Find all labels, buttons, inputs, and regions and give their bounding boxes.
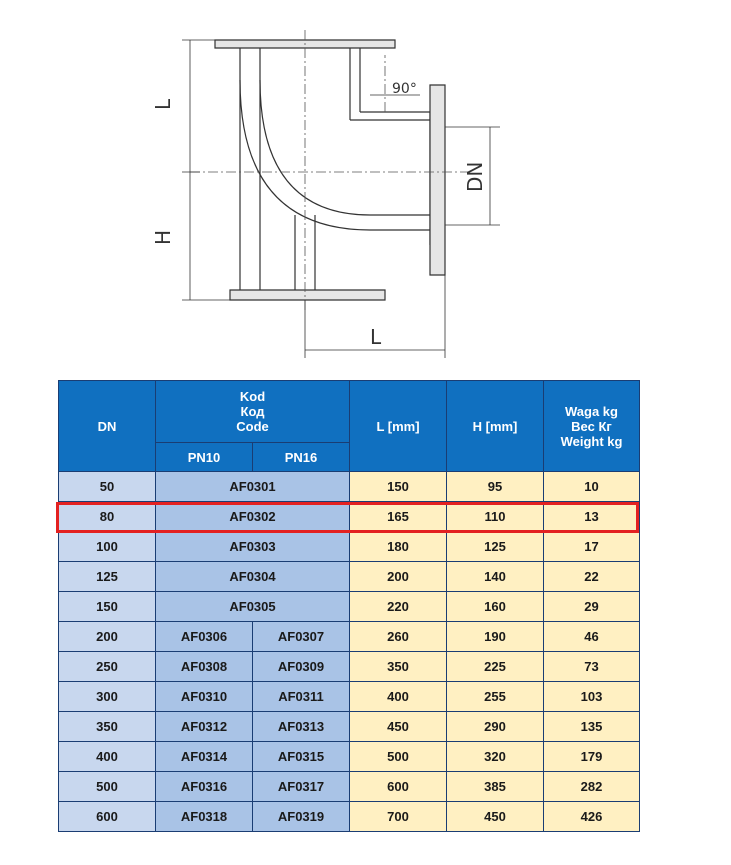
- header-pn16: PN16: [253, 443, 350, 472]
- header-pn10: PN10: [156, 443, 253, 472]
- cell-l: 260: [350, 622, 447, 652]
- cell-l: 350: [350, 652, 447, 682]
- cell-dn: 100: [59, 532, 156, 562]
- cell-h: 290: [447, 712, 544, 742]
- table-row: [59, 622, 640, 652]
- cell-code: AF0302: [156, 502, 350, 532]
- table-row: [59, 772, 640, 802]
- angle-label: 90°: [392, 81, 417, 97]
- header-code: Kod Код Code: [156, 381, 350, 443]
- cell-weight: 13: [544, 502, 640, 532]
- cell-h: 190: [447, 622, 544, 652]
- cell-l: 180: [350, 532, 447, 562]
- table-row: [59, 562, 640, 592]
- header-weight: Waga kg Вес Кг Weight kg: [544, 381, 640, 472]
- cell-dn: 250: [59, 652, 156, 682]
- cell-pn16: AF0311: [253, 682, 350, 712]
- cell-weight: 17: [544, 532, 640, 562]
- cell-pn16: AF0317: [253, 772, 350, 802]
- cell-pn16: AF0313: [253, 712, 350, 742]
- cell-code: AF0303: [156, 532, 350, 562]
- cell-weight: 29: [544, 592, 640, 622]
- cell-dn: 200: [59, 622, 156, 652]
- cell-dn: 500: [59, 772, 156, 802]
- cell-pn10: AF0314: [156, 742, 253, 772]
- table-row: [59, 472, 640, 502]
- header-dn: DN: [59, 381, 156, 472]
- cell-l: 500: [350, 742, 447, 772]
- cell-weight: 135: [544, 712, 640, 742]
- dimensions-table: [58, 380, 640, 832]
- header-h: H [mm]: [447, 381, 544, 472]
- cell-l: 220: [350, 592, 447, 622]
- cell-h: 255: [447, 682, 544, 712]
- cell-pn10: AF0318: [156, 802, 253, 832]
- cell-dn: 125: [59, 562, 156, 592]
- cell-l: 600: [350, 772, 447, 802]
- cell-pn10: AF0308: [156, 652, 253, 682]
- cell-pn16: AF0319: [253, 802, 350, 832]
- cell-dn: 150: [59, 592, 156, 622]
- cell-h: 385: [447, 772, 544, 802]
- cell-h: 450: [447, 802, 544, 832]
- cell-l: 400: [350, 682, 447, 712]
- cell-weight: 46: [544, 622, 640, 652]
- cell-dn: 400: [59, 742, 156, 772]
- cell-pn10: AF0306: [156, 622, 253, 652]
- cell-pn10: AF0316: [156, 772, 253, 802]
- cell-l: 165: [350, 502, 447, 532]
- cell-pn10: AF0312: [156, 712, 253, 742]
- cell-code: AF0305: [156, 592, 350, 622]
- cell-dn: 80: [59, 502, 156, 532]
- cell-weight: 103: [544, 682, 640, 712]
- table-row: [59, 682, 640, 712]
- cell-h: 140: [447, 562, 544, 592]
- cell-h: 320: [447, 742, 544, 772]
- dim-h-label: H: [151, 229, 175, 245]
- table-row: [59, 712, 640, 742]
- cell-l: 150: [350, 472, 447, 502]
- pipe-tee-drawing: [150, 20, 487, 360]
- cell-code: AF0301: [156, 472, 350, 502]
- cell-code: AF0304: [156, 562, 350, 592]
- cell-pn10: AF0310: [156, 682, 253, 712]
- cell-pn16: AF0315: [253, 742, 350, 772]
- cell-h: 110: [447, 502, 544, 532]
- cell-pn16: AF0309: [253, 652, 350, 682]
- table-row: [59, 532, 640, 562]
- header-l: L [mm]: [350, 381, 447, 472]
- cell-h: 225: [447, 652, 544, 682]
- cell-weight: 426: [544, 802, 640, 832]
- table-body: [59, 472, 640, 832]
- table-row: [59, 742, 640, 772]
- table-row: [59, 502, 640, 532]
- cell-weight: 179: [544, 742, 640, 772]
- cell-h: 95: [447, 472, 544, 502]
- table-row: [59, 592, 640, 622]
- cell-l: 200: [350, 562, 447, 592]
- cell-h: 125: [447, 532, 544, 562]
- cell-weight: 73: [544, 652, 640, 682]
- dim-l-horizontal-label: L: [370, 325, 382, 349]
- cell-h: 160: [447, 592, 544, 622]
- dim-dn-label: DN: [463, 161, 487, 192]
- cell-l: 700: [350, 802, 447, 832]
- cell-dn: 300: [59, 682, 156, 712]
- cell-weight: 10: [544, 472, 640, 502]
- cell-dn: 350: [59, 712, 156, 742]
- cell-l: 450: [350, 712, 447, 742]
- dim-l-vertical-label: L: [151, 98, 175, 110]
- cell-dn: 50: [59, 472, 156, 502]
- table-row: [59, 652, 640, 682]
- cell-weight: 22: [544, 562, 640, 592]
- table-row: [59, 802, 640, 832]
- cell-weight: 282: [544, 772, 640, 802]
- cell-pn16: AF0307: [253, 622, 350, 652]
- cell-dn: 600: [59, 802, 156, 832]
